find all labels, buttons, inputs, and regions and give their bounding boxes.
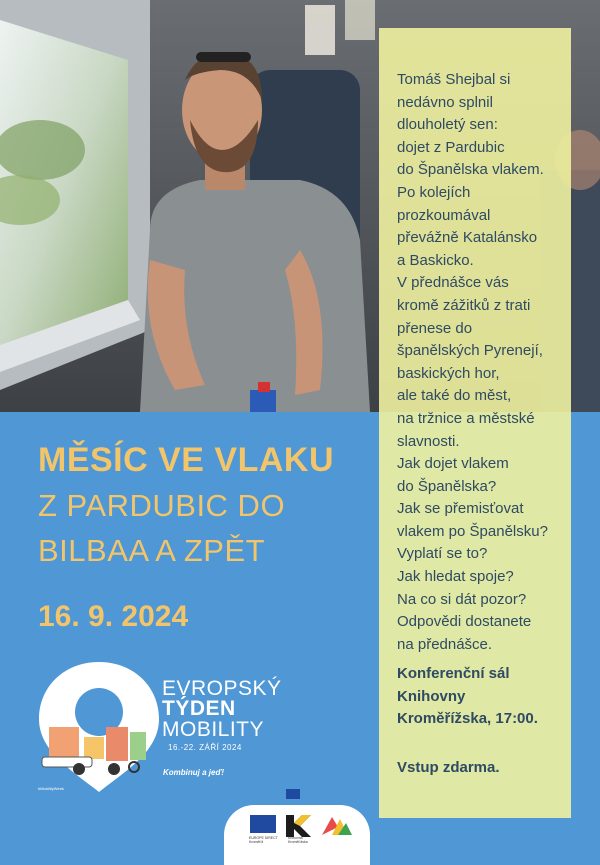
mobility-week-line-2: TÝDEN (162, 697, 236, 720)
title-line-1: MĚSÍC VE VLAKU (38, 441, 335, 479)
free-entry: Vstup zdarma. (397, 759, 500, 776)
description-line: Vyplatí se to? (397, 545, 488, 563)
eu-flag-icon (250, 815, 276, 833)
description-line: převážně Katalánsko (397, 229, 538, 247)
description-line: slavnosti. (397, 432, 460, 450)
mobility-week-slogan: Kombinuj a jeď! (163, 768, 225, 777)
description-line: Odpovědi dostanete (397, 613, 532, 631)
title-line-3: BILBAA A ZPĚT (38, 533, 266, 568)
mobility-week-line-1: EVROPSKÝ (162, 677, 282, 700)
eu-flag-icon (286, 789, 300, 799)
description-line: a Baskicko. (397, 251, 474, 269)
description-line: baskických hor, (397, 364, 500, 382)
description-line: Tomáš Shejbal si (397, 71, 511, 88)
description (397, 69, 567, 656)
description-line: do Španělska vlakem. (397, 161, 544, 179)
description-line: do Španělska? (397, 477, 497, 495)
description-line: španělských Pyrenejí, (397, 342, 543, 360)
description-line: V přednášce vás (397, 274, 509, 292)
description-line: na tržnice a městské (397, 409, 535, 427)
description-line: prozkoumával (397, 206, 491, 224)
mobility-hashtag: #MobilityWeek (38, 786, 64, 791)
description-line: dojet z Pardubic (397, 138, 505, 156)
description-line: ale také do měst, (397, 387, 512, 405)
description-line: Na co si dát pozor? (397, 590, 527, 608)
event-date: 16. 9. 2024 (38, 600, 189, 633)
description-line: Po kolejích (397, 183, 471, 201)
mobility-week-dates: 16.-22. ZÁŘÍ 2024 (168, 743, 242, 752)
description-line: přenese do (397, 319, 473, 337)
library-k-icon (284, 815, 312, 837)
description-line: dlouholetý sen: (397, 116, 498, 134)
description-line: vlakem po Španělsku? (397, 522, 548, 540)
title-line-2: Z PARDUBIC DO (38, 488, 286, 523)
europe-direct-label: EUROPE DIRECT Kroměříž (249, 836, 278, 844)
description-line: kromě zážitků z trati (397, 296, 531, 314)
description-line: na přednášce. (397, 635, 493, 653)
description-line: nedávno splnil (397, 93, 493, 111)
mobility-pin-icon (34, 657, 164, 797)
venue-line: Konferenční sál (397, 665, 510, 682)
description-line: Jak dojet vlakem (397, 455, 509, 473)
mobility-week-line-3: MOBILITY (162, 718, 265, 741)
description-line: Jak se přemisťovat (397, 500, 524, 518)
partner-logo-icon (322, 815, 352, 835)
description-line: Jak hledat spoje? (397, 568, 514, 586)
venue (397, 663, 538, 731)
venue-line: Knihovny (397, 687, 466, 705)
venue-line: Kroměřížska, 17:00. (397, 710, 538, 728)
library-label: Knihovna Kroměřížska (288, 836, 308, 844)
